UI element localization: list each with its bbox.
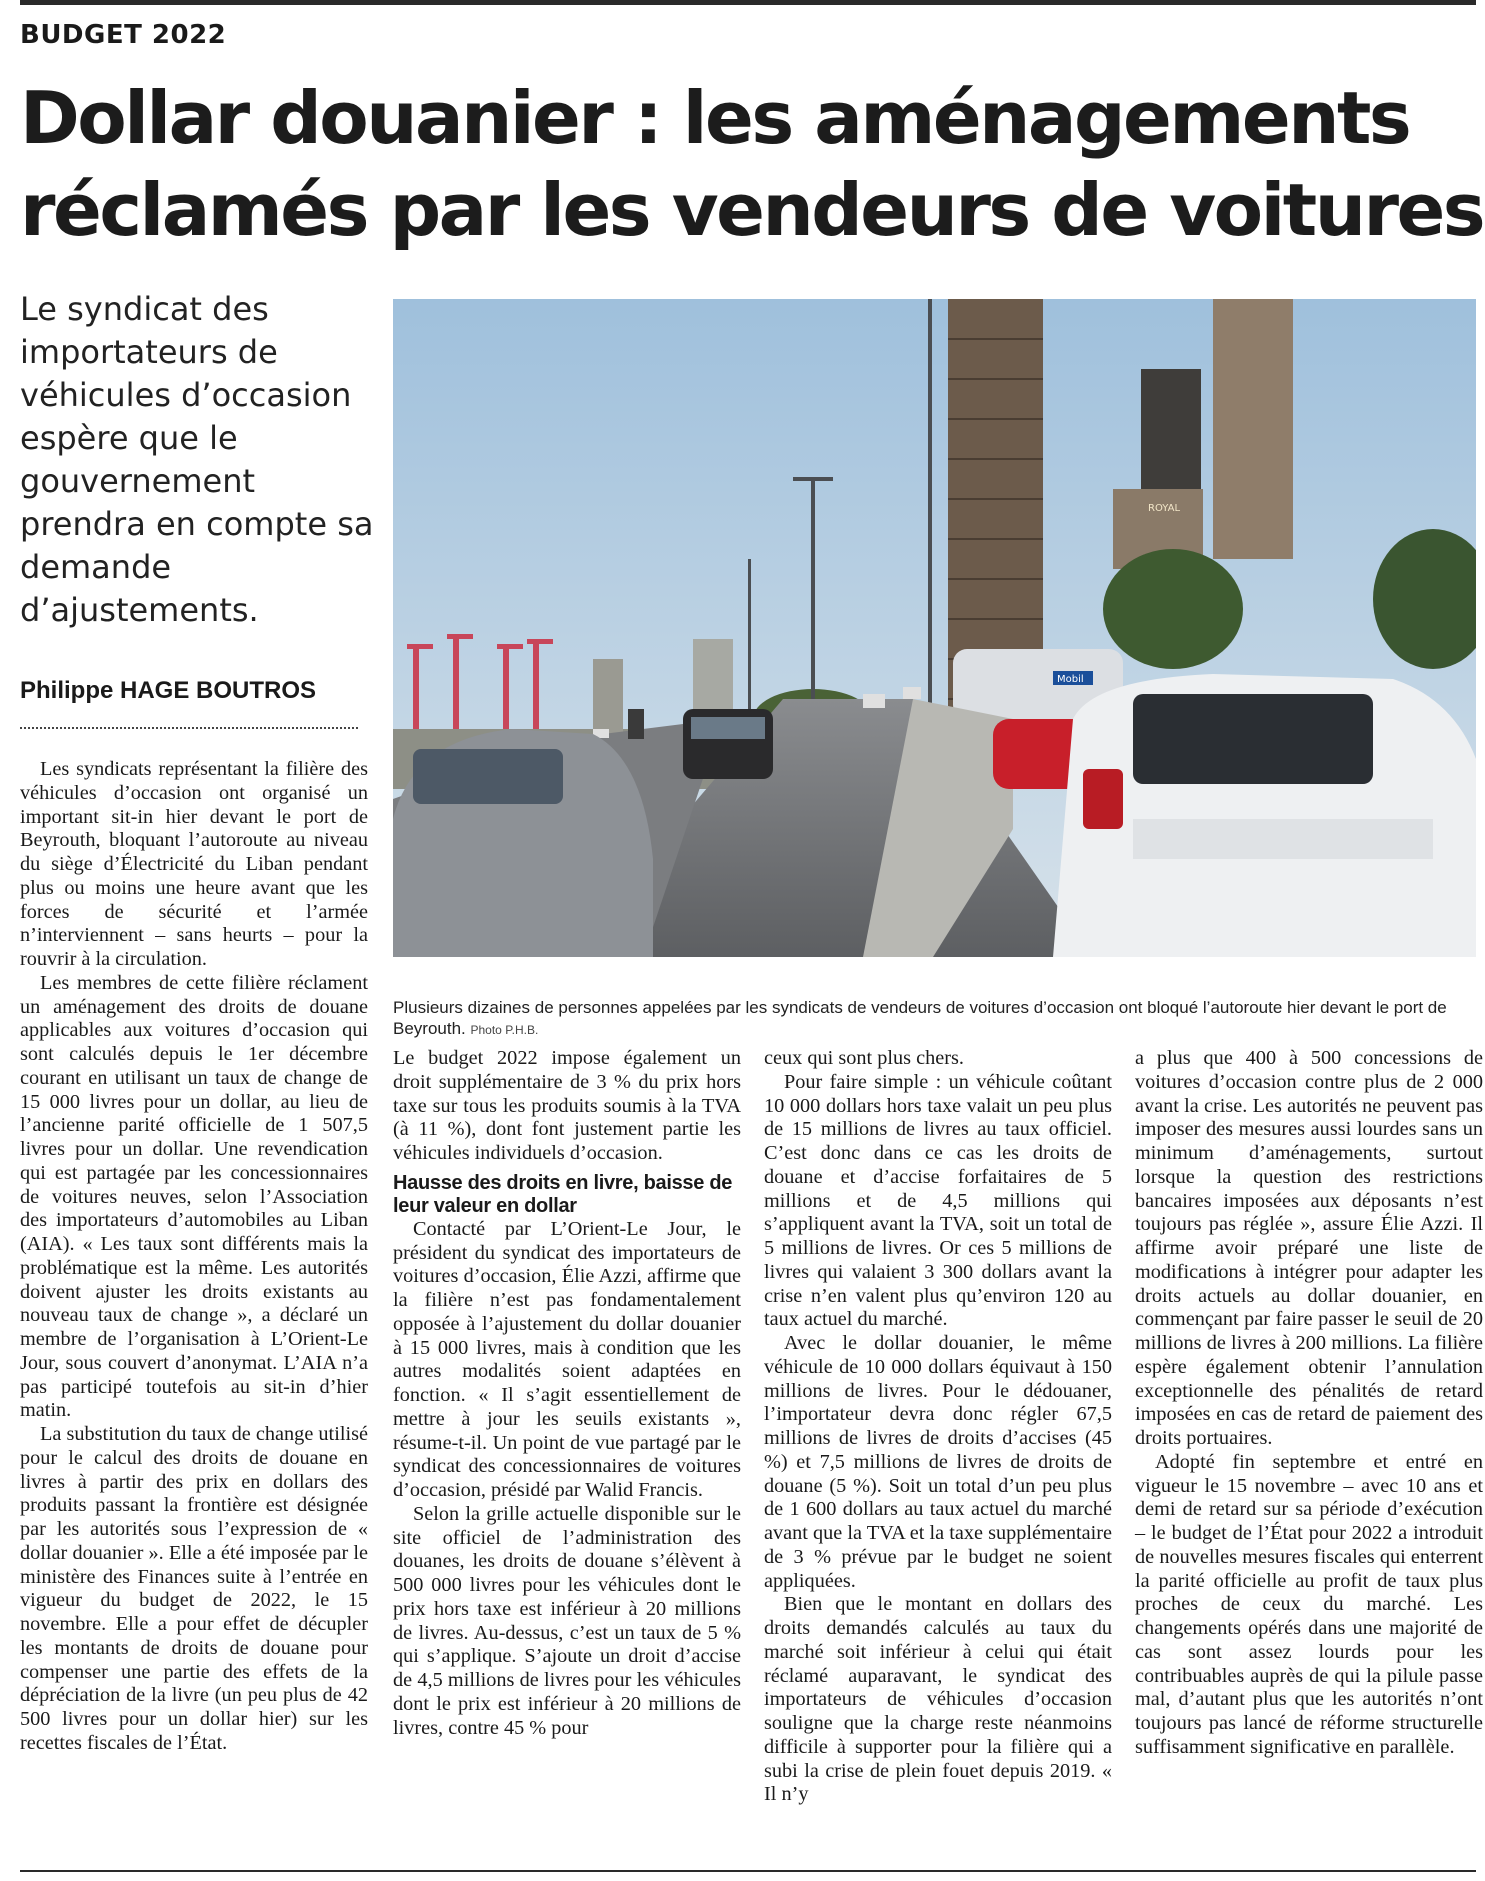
hotel-sign: ROYAL <box>1148 503 1181 514</box>
headline-line-2: réclamés par les vendeurs de voitures <box>20 168 1484 252</box>
section-rubric: BUDGET 2022 <box>20 20 227 50</box>
paragraph: Pour faire simple : un véhicule coûtant 10 000 dollars hors taxe valait un peu plus de 15 millions de livres au taux officiel. C’est donc dans ce cas les droits de douane et d’accise forfaitaires de 5 millions et de 4,5 millions qui s’appliquent avant la TVA, soit un total de 5 millions de livres. Or ces 5 millions de livres qui valaient 3 300 dollars avant la crise n’en valent plus qu’environ 120 au taux actuel du marché. <box>764 1070 1112 1331</box>
paragraph: La substitution du taux de change utilisé pour le calcul des droits de douane en livres à partir des prix en dollars des produits passant la frontière est désignée par les autorités sous l’expression de « dollar douanier ». Elle a été imposée par le ministère des Finances suite à l’entrée en vigueur du budget de 2022, le 15 novembre. Elle a pour effet de décupler les montants de droits de douane pour compenser une partie des effets de la dépréciation de la livre (un peu plus de 42 500 livres pour un dollar hier) sur les recettes fiscales de l’État. <box>20 1423 368 1754</box>
caption-text: Plusieurs dizaines de personnes appelées par les syndicats de vendeurs de voitures d’occasion ont bloqué l’autoroute hier devant le port de Beyrouth. <box>393 998 1447 1038</box>
headline-line-1: Dollar douanier : les aménagements <box>20 76 1410 160</box>
top-rule <box>20 0 1476 5</box>
paragraph: ceux qui sont plus chers. <box>764 1047 964 1069</box>
photo-credit: Photo P.H.B. <box>470 1023 539 1037</box>
paragraph: Les syndicats représentant la filière des véhicules d’occasion ont organisé un important sit-in hier devant le port de Beyrouth, bloquant l’autoroute au niveau du siège d’Électricité du Liban pendant plus ou moins une heure avant que les forces de sécurité et l’armée n’interviennent – sans heurts – pour la rouvrir à la circulation. <box>20 758 368 970</box>
paragraph: Le budget 2022 impose également un droit supplémentaire de 3 % du prix hors taxe sur tous les produits soumis à la TVA (à 11 %), dont font justement partie les véhicules individuels d’occasion. <box>393 1047 741 1164</box>
photo-caption <box>393 997 1476 1041</box>
dotted-divider <box>20 727 358 729</box>
bottom-rule <box>20 1870 1476 1872</box>
paragraph: Les membres de cette filière réclament un aménagement des droits de douane applicables aux voitures d’occasion qui sont calculés depuis le 1er décembre courant en utilisant un taux de change de 15 000 livres pour un dollar, au lieu de l’ancienne parité officielle de 1 507,5 livres pour un dollar. Une revendication qui est partagée par les concessionnaires de voitures neuves, selon l’Association des importateurs d’automobiles au Liban (AIA). « Les taux sont différents mais la problématique est la même. Les autorités doivent ajuster les droits existants au nouveau taux de change », a déclaré un membre de l’organisation à L’Orient-Le Jour, sous couvert d’anonymat. L’AIA n’a pas participé toutefois au sit-in d’hier matin. <box>20 971 368 1422</box>
byline: Philippe HAGE BOUTROS <box>20 677 317 704</box>
column-2 <box>393 1047 741 1859</box>
subheading: Hausse des droits en livre, baisse de leur valeur en dollar <box>393 1171 733 1217</box>
headline <box>20 72 1484 256</box>
paragraph: Selon la grille actuelle disponible sur le site officiel de l’administration des douanes, les droits de douane s’élèvent à 500 000 livres pour les véhicules dont le prix hors taxe est inférieur à 20 millions de livres. Au-dessus, c’est un taux de 5 % qui s’applique. S’ajoute un droit d’accise de 4,5 millions de livres pour les véhicules dont le prix est inférieur à 20 millions de livres, contre 45 % pour <box>393 1502 741 1739</box>
paragraph: Bien que le montant en dollars des droits demandés calculés au taux du marché soit inférieur à celui qui était réclamé auparavant, le syndicat des importateurs de véhicules d’occasion souligne que la charge reste néanmoins difficile à supporter pour la filière qui a subi la crise de plein fouet depuis 2019. « Il n’y <box>764 1593 1112 1806</box>
mobil-sign: Mobil <box>1057 674 1084 685</box>
standfirst: Le syndicat des importateurs de véhicules d’occasion espère que le gouvernement prendra en compte sa demande d’ajustements. <box>20 290 374 629</box>
column-1 <box>20 758 368 1756</box>
column-3 <box>764 1047 1112 1859</box>
paragraph: Contacté par L’Orient-Le Jour, le président du syndicat des importateurs de voitures d’occasion, Élie Azzi, affirme que la filière n’est pas fondamentalement opposée à l’ajustement du dollar douanier à 15 000 livres, mais à condition que les autres modalités soient adaptées en fonction. « Il s’agit essentiellement de mettre à jour les seuils existants », résume-t-il. Un point de vue partagé par le syndicat des concessionnaires de voitures d’occasion, présidé par Walid Francis. <box>393 1217 741 1501</box>
paragraph: Adopté fin septembre et entré en vigueur le 15 novembre – avec 10 ans et demi de retard sur sa période d’exécution – le budget de l’État pour 2022 a introduit de nouvelles mesures fiscales qui enterrent la parité officielle au profit de taux plus proches de ceux du marché. Les changements opérés dans une majorité de cas sont assez lourds pour les contribuables auprès de qui la pilule passe mal, d’autant plus que les autorités n’ont toujours pas lancé de réforme structurelle suffisamment significative en parallèle. <box>1135 1450 1483 1758</box>
article-photo <box>393 299 1476 957</box>
paragraph: a plus que 400 à 500 concessions de voitures d’occasion contre plus de 2 000 avant la crise. Les autorités ne peuvent pas imposer des mesures aussi lourdes sans un minimum d’aménagements, surtout lorsque la question des restrictions bancaires imposées aux déposants n’est toujours pas réglée », assure Élie Azzi. Il affirme avoir préparé une liste de modifications à intégrer pour adapter les droits actuels au dollar douanier, en commençant par faire passer le seuil de 20 millions de livres à 200 millions. La filière espère également obtenir l’annulation exceptionnelle des pénalités de retard imposées en cas de retard de paiement des droits portuaires. <box>1135 1047 1483 1449</box>
highway-photo-illustration <box>393 299 1476 957</box>
column-4 <box>1135 1047 1483 1859</box>
paragraph: Avec le dollar douanier, le même véhicule de 10 000 dollars équivaut à 150 millions de livres. Pour le dédouaner, l’importateur devra donc régler 67,5 millions de livres de droits d’accises (45 %) et 7,5 millions de livres de droits de douane (5 %). Soit un total d’un peu plus de 1 600 dollars au taux actuel du marché avant que la TVA et la taxe supplémentaire de 3 % prévue par le budget ne soient appliquées. <box>764 1332 1112 1592</box>
